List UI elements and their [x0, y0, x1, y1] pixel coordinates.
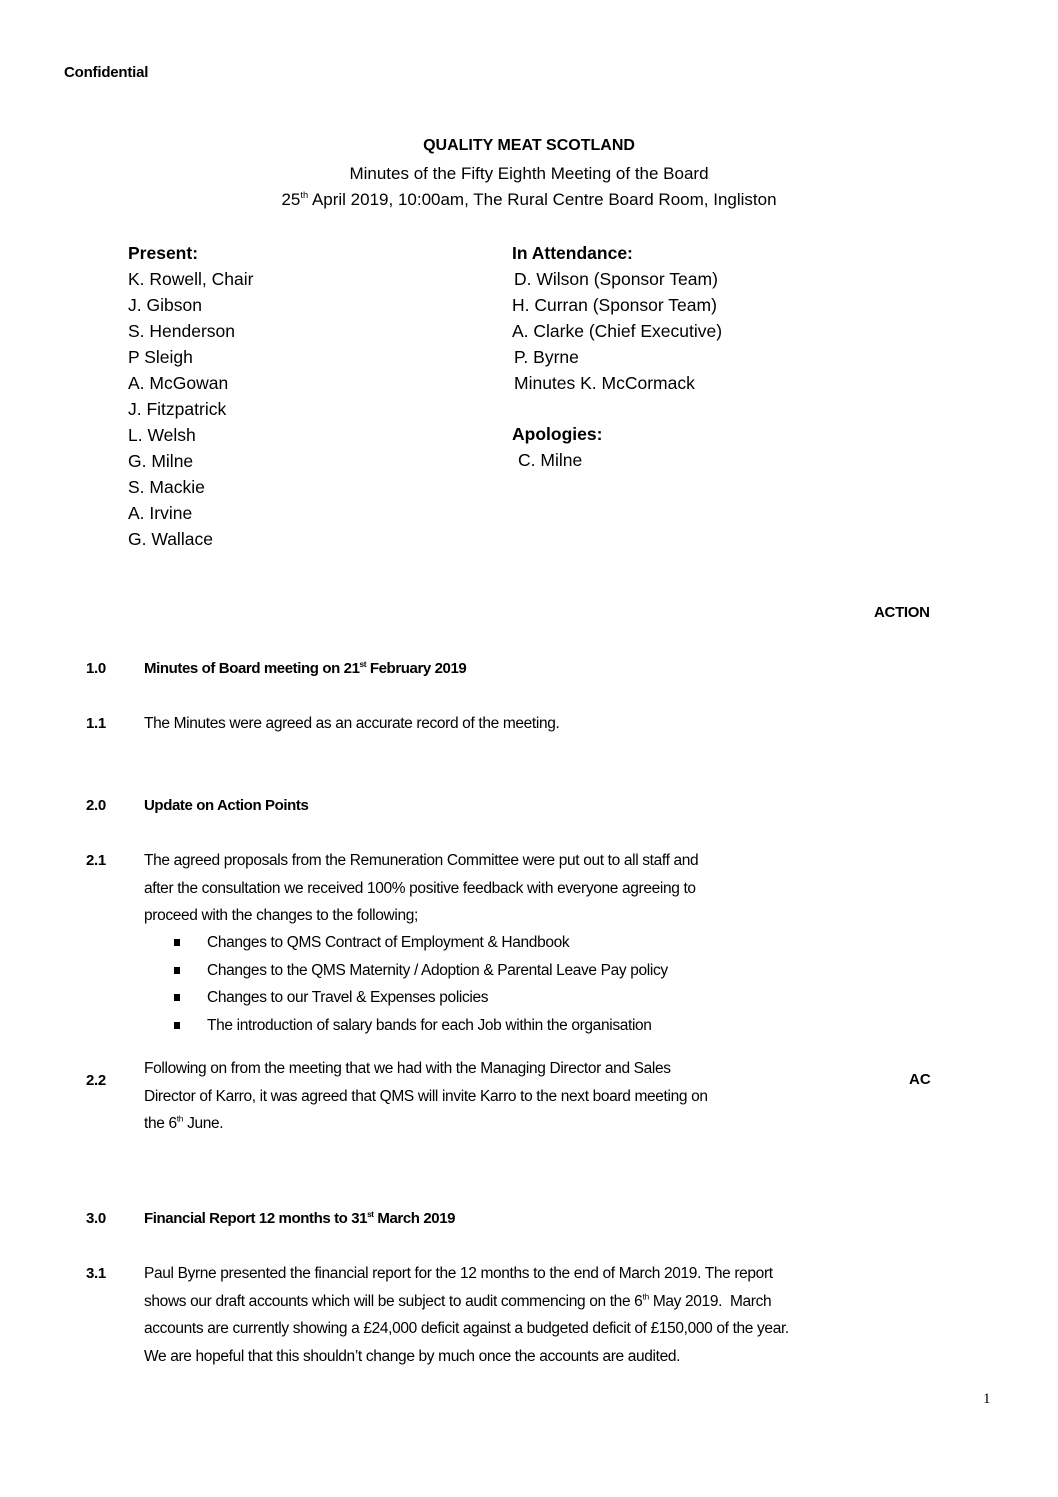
paragraph-line: We are hopeful that this shouldn’t change by much once the accounts are audited.	[144, 1347, 681, 1365]
heading-text: Minutes of Board meeting on 21	[144, 660, 360, 677]
section-heading-minutes	[144, 660, 466, 677]
text-run: shows our draft accounts which will be subject to audit commencing on the 6	[144, 1292, 643, 1310]
present-name: L. Welsh	[128, 425, 196, 445]
square-bullet-icon	[174, 967, 180, 974]
bullet-item	[174, 929, 668, 957]
section-number: 3.1	[86, 1265, 106, 1282]
heading-text: Financial Report 12 months to 31	[144, 1210, 368, 1227]
ordinal-suffix: st	[359, 659, 367, 669]
bullet-item	[174, 957, 668, 985]
present-name: J. Fitzpatrick	[128, 399, 227, 419]
present-name: G. Wallace	[128, 529, 213, 549]
paragraph-line: The agreed proposals from the Remuneration Committee were put out to all staff and	[144, 852, 699, 869]
section-number: 2.1	[86, 852, 106, 869]
present-name: A. Irvine	[128, 503, 193, 523]
date-suffix: th	[300, 190, 309, 200]
paragraph-line: Director of Karro, it was agreed that QMS will invite Karro to the next board meeting on	[144, 1087, 708, 1105]
date-details: April 2019, 10:00am, The Rural Centre Board Room, Ingliston	[308, 190, 777, 209]
text-run: the 6	[144, 1115, 177, 1132]
present-name: G. Milne	[128, 451, 194, 471]
attendance-name: Minutes K. McCormack	[514, 373, 695, 393]
paragraph-line: proceed with the changes to the following;	[144, 907, 418, 924]
present-name: J. Gibson	[128, 295, 202, 315]
present-name: K. Rowell, Chair	[128, 269, 254, 289]
section-number: 2.0	[86, 797, 106, 814]
bullet-text: Changes to the QMS Maternity / Adoption & Parental Leave Pay policy	[207, 961, 668, 979]
square-bullet-icon	[174, 939, 180, 946]
section-number: 3.0	[86, 1210, 106, 1227]
action-owner: AC	[909, 1071, 931, 1088]
square-bullet-icon	[174, 1022, 180, 1029]
confidential-label: Confidential	[64, 64, 149, 81]
ordinal-suffix: th	[642, 1291, 649, 1302]
paragraph-line: accounts are currently showing a £24,000 deficit against a budgeted deficit of £150,000 of the year.	[144, 1320, 789, 1337]
apologies-heading: Apologies:	[512, 424, 603, 444]
bullet-item	[174, 1012, 668, 1040]
paragraph-2-1	[144, 847, 698, 930]
bullet-item	[174, 984, 668, 1012]
paragraph-line: Following on from the meeting that we had with the Managing Director and Sales	[144, 1060, 671, 1077]
attendance-list	[512, 240, 722, 396]
ordinal-suffix: th	[176, 1113, 184, 1124]
bullet-text: The introduction of salary bands for each Job within the organisation	[207, 1016, 652, 1034]
heading-text: March 2019	[373, 1210, 456, 1227]
date-day: 25	[281, 190, 301, 209]
section-number: 2.2	[86, 1072, 106, 1089]
text-run: June.	[183, 1115, 224, 1132]
present-list	[128, 240, 253, 552]
paragraph-line: after the consultation we received 100% positive feedback with everyone agreeing to	[144, 879, 696, 897]
paragraph-line	[144, 1110, 708, 1138]
present-name: S. Henderson	[128, 321, 236, 341]
meeting-date-line	[0, 190, 1058, 210]
paragraph-line: Paul Byrne presented the financial report for the 12 months to the end of March 2019. The report	[144, 1265, 773, 1282]
attendance-name: A. Clarke (Chief Executive)	[512, 321, 723, 341]
apologies-list	[512, 421, 602, 473]
paragraph-line: The Minutes were agreed as an accurate record of the meeting.	[144, 715, 560, 732]
section-number: 1.0	[86, 660, 106, 677]
present-heading: Present:	[128, 243, 199, 263]
paragraph-line	[144, 1288, 789, 1316]
page-number: 1	[983, 1391, 991, 1407]
paragraph-2-2	[144, 1055, 708, 1138]
attendance-name: H. Curran (Sponsor Team)	[512, 295, 717, 315]
organisation-title: QUALITY MEAT SCOTLAND	[423, 137, 635, 154]
attendance-heading: In Attendance:	[512, 243, 633, 263]
bullet-text: Changes to QMS Contract of Employment & Handbook	[207, 934, 570, 951]
bullet-list	[174, 929, 668, 1039]
apologies-name: C. Milne	[518, 450, 583, 470]
section-heading-action-points: Update on Action Points	[144, 797, 309, 814]
section-number: 1.1	[86, 715, 106, 732]
bullet-text: Changes to our Travel & Expenses policies	[207, 989, 489, 1006]
ordinal-suffix: st	[367, 1209, 374, 1219]
present-name: P Sleigh	[128, 347, 193, 367]
paragraph-1-1	[144, 710, 559, 738]
section-heading-financial-report	[144, 1210, 455, 1227]
action-column-header: ACTION	[874, 604, 930, 621]
heading-text: February 2019	[366, 660, 467, 677]
meeting-subtitle: Minutes of the Fifty Eighth Meeting of the Board	[349, 164, 709, 183]
paragraph-3-1	[144, 1260, 789, 1370]
present-name: S. Mackie	[128, 477, 205, 497]
attendance-name: P. Byrne	[514, 347, 579, 367]
attendance-name: D. Wilson (Sponsor Team)	[514, 269, 718, 289]
square-bullet-icon	[174, 994, 180, 1001]
text-run: May 2019. March	[648, 1292, 772, 1310]
present-name: A. McGowan	[128, 373, 229, 393]
